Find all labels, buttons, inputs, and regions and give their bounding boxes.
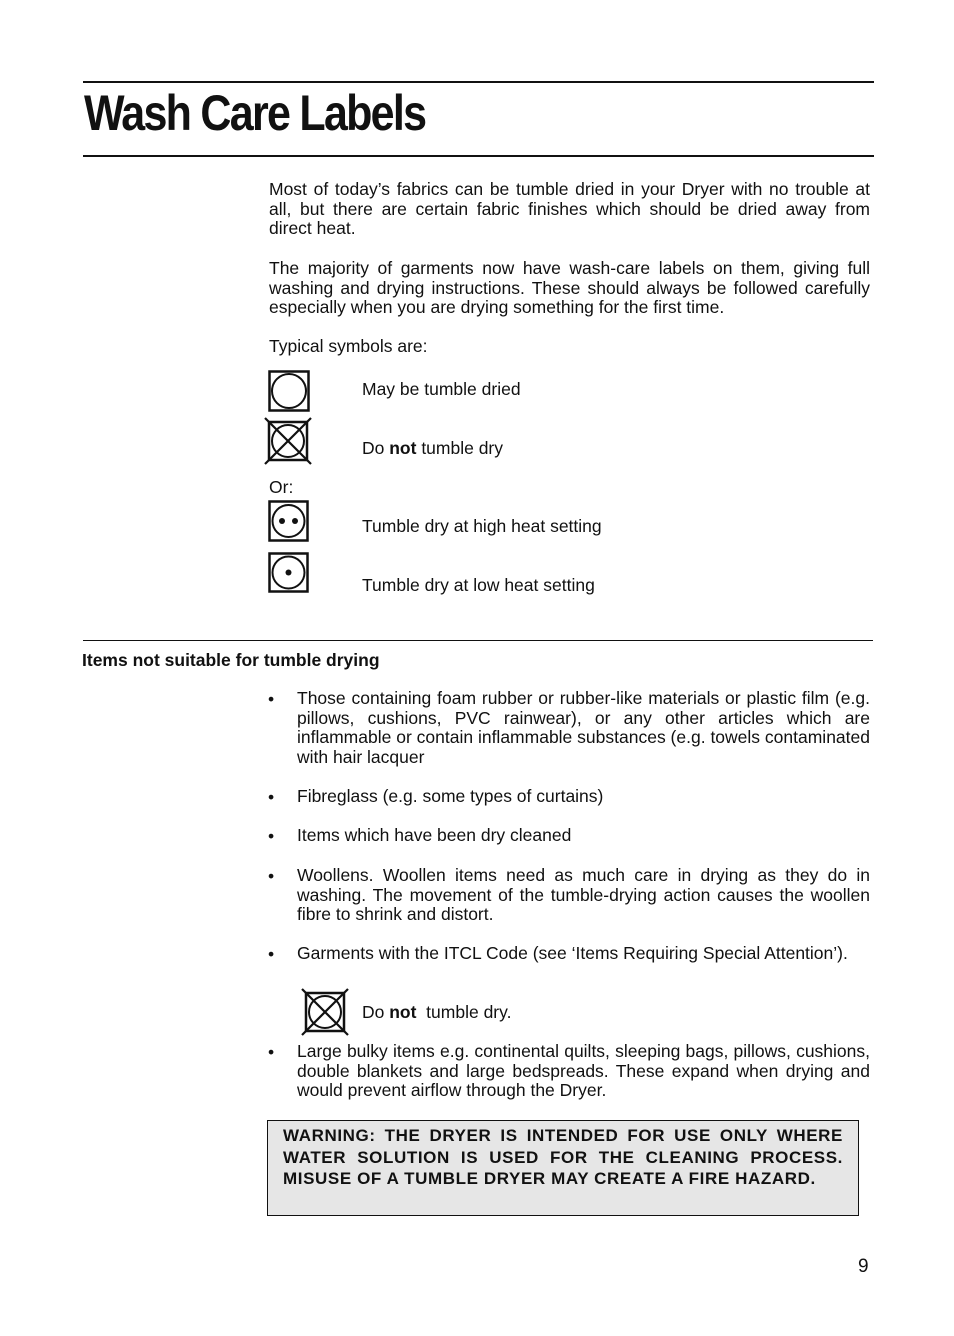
do-not-tumble-dry-icon xyxy=(263,416,313,466)
intro-paragraph-2: The majority of garments now have wash-care labels on them, giving full washing and drying instructions. These should always be followed carefully especially when you are drying something for the first time. xyxy=(269,258,870,318)
symbol-text-tumble-dried: May be tumble dried xyxy=(362,379,521,399)
high-heat-icon xyxy=(268,500,309,542)
itcl-do-not-tumble-dry: Do not tumble dry. xyxy=(362,1002,512,1022)
top-rule xyxy=(83,81,874,83)
list-item: Woollens. Woollen items need as much care in drying as they do in washing. The movement of the tumble-drying action causes the woollen fibre to shrink and distort. xyxy=(297,865,870,925)
intro-paragraph-1: Most of today’s fabrics can be tumble dried in your Dryer with no trouble at all, but there are certain fabric finishes which should be dried away from direct heat. xyxy=(269,179,870,239)
bullet-marker: • xyxy=(268,689,275,709)
bullet-marker: • xyxy=(268,826,275,846)
title-underline xyxy=(83,155,874,157)
page-title: Wash Care Labels xyxy=(84,85,426,141)
page-number: 9 xyxy=(858,1256,869,1277)
bullet-marker: • xyxy=(268,787,275,807)
typical-symbols-label: Typical symbols are: xyxy=(269,336,428,356)
symbol-text-high-heat: Tumble dry at high heat setting xyxy=(362,516,602,536)
tumble-dry-icon xyxy=(268,370,310,412)
symbol-text-low-heat: Tumble dry at low heat setting xyxy=(362,575,595,595)
do-not-tumble-dry-icon xyxy=(300,987,350,1037)
symbol-text-do-not-tumble-dry: Do not tumble dry xyxy=(362,438,504,458)
bullet-marker: • xyxy=(268,1042,275,1062)
list-item: Fibreglass (e.g. some types of curtains) xyxy=(297,786,604,806)
list-item: Garments with the ITCL Code (see ‘Items Requiring Special Attention’). xyxy=(297,943,848,963)
list-item: Those containing foam rubber or rubber-like materials or plastic film (e.g. pillows, cushions, PVC rainwear), or any other articles which are inflammable or contain inflammable substances (e.g. towels contaminated with hair lacquer xyxy=(297,688,870,767)
section-rule xyxy=(83,640,873,641)
low-heat-icon xyxy=(268,552,309,593)
section-heading: Items not suitable for tumble drying xyxy=(82,650,380,670)
or-label: Or: xyxy=(269,477,294,497)
bullet-marker: • xyxy=(268,944,275,964)
list-item: Large bulky items e.g. continental quilts, sleeping bags, pillows, cushions, double blankets and large bedspreads. These expand when drying and would prevent airflow through the Dryer. xyxy=(297,1041,870,1101)
bullet-marker: • xyxy=(268,866,275,886)
warning-box: WARNING: THE DRYER IS INTENDED FOR USE ONLY WHERE WATER SOLUTION IS USED FOR THE CLEANING PROCESS. MISUSE OF A TUMBLE DRYER MAY CREATE A FIRE HAZARD. xyxy=(267,1120,859,1216)
list-item: Items which have been dry cleaned xyxy=(297,825,572,845)
